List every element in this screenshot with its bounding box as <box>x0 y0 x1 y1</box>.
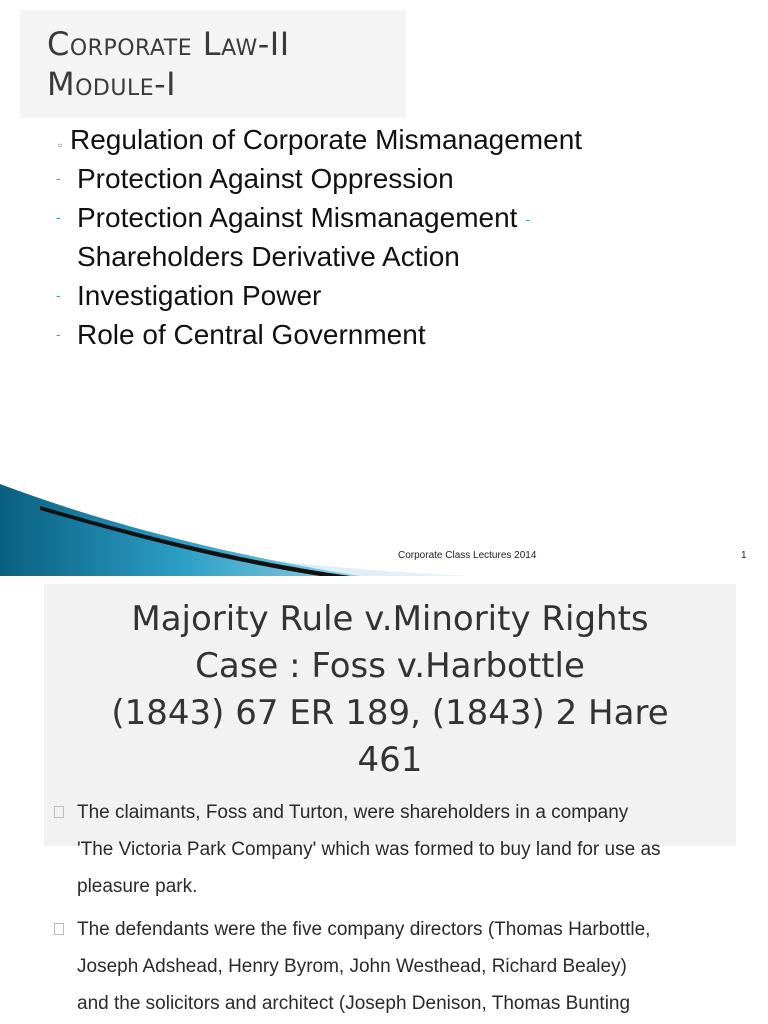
slide-title <box>47 24 290 104</box>
bullet-glyph: ▫ <box>58 138 63 152</box>
list-item-text: Role of Central Government <box>77 319 426 350</box>
slide-2 <box>0 576 768 1024</box>
title-line-2: Module-I <box>47 65 177 103</box>
list-item <box>0 198 768 237</box>
bullet-item <box>0 911 768 1024</box>
bullet-text <box>77 794 727 905</box>
list-item <box>0 276 768 315</box>
dash-marker: - <box>56 287 61 303</box>
bullet-line: and the solicitors and architect (Joseph Denison, Thomas Bunting <box>77 993 631 1014</box>
bullet-line: pleasure park. <box>77 876 198 897</box>
dash-marker: - <box>56 170 61 186</box>
list-item-text: Regulation of Corporate Mismanagement <box>70 124 583 155</box>
list-item-text: Shareholders Derivative Action <box>77 241 460 272</box>
bullet-glyph <box>54 806 64 818</box>
bullet-line: The claimants, Foss and Turton, were shareholders in a company <box>77 802 629 823</box>
title-line-2: Case : Foss v.Harbottle <box>195 646 585 686</box>
list-item-text: Investigation Power <box>77 280 322 311</box>
footer-text: Corporate Class Lectures 2014 <box>398 550 537 561</box>
list-item <box>0 120 768 159</box>
bullet-line: Joseph Adshead, Henry Byrom, John Westhead, Richard Bealey) <box>77 956 627 977</box>
bullet-line: 'The Victoria Park Company' which was formed to buy land for use as <box>77 839 661 860</box>
bullet-glyph <box>54 923 64 935</box>
decorative-swoosh <box>0 480 768 576</box>
list-item-text <box>77 198 530 239</box>
list-item-label: Protection Against Mismanagement <box>77 202 518 233</box>
title-line-1: Corporate Law-II <box>47 25 290 63</box>
list-item <box>0 237 768 276</box>
list-item <box>0 315 768 354</box>
dash-marker: - <box>56 209 61 225</box>
dash-marker: - <box>56 326 61 342</box>
bullet-text <box>77 911 727 1022</box>
page-number: 1 <box>741 550 747 561</box>
trailing-dash: - <box>525 211 531 228</box>
slide-title <box>44 596 736 784</box>
list-item <box>0 159 768 198</box>
bullet-line: The defendants were the five company directors (Thomas Harbottle, <box>77 919 651 940</box>
title-line-1: Majority Rule v.Minority Rights <box>131 599 649 639</box>
title-line-3: (1843) 67 ER 189, (1843) 2 Hare <box>111 693 669 733</box>
topic-list <box>0 120 768 354</box>
title-line-4: 461 <box>357 740 423 780</box>
bullet-item <box>0 794 768 911</box>
list-item-text: Protection Against Oppression <box>77 163 454 194</box>
case-bullets <box>0 794 768 1024</box>
